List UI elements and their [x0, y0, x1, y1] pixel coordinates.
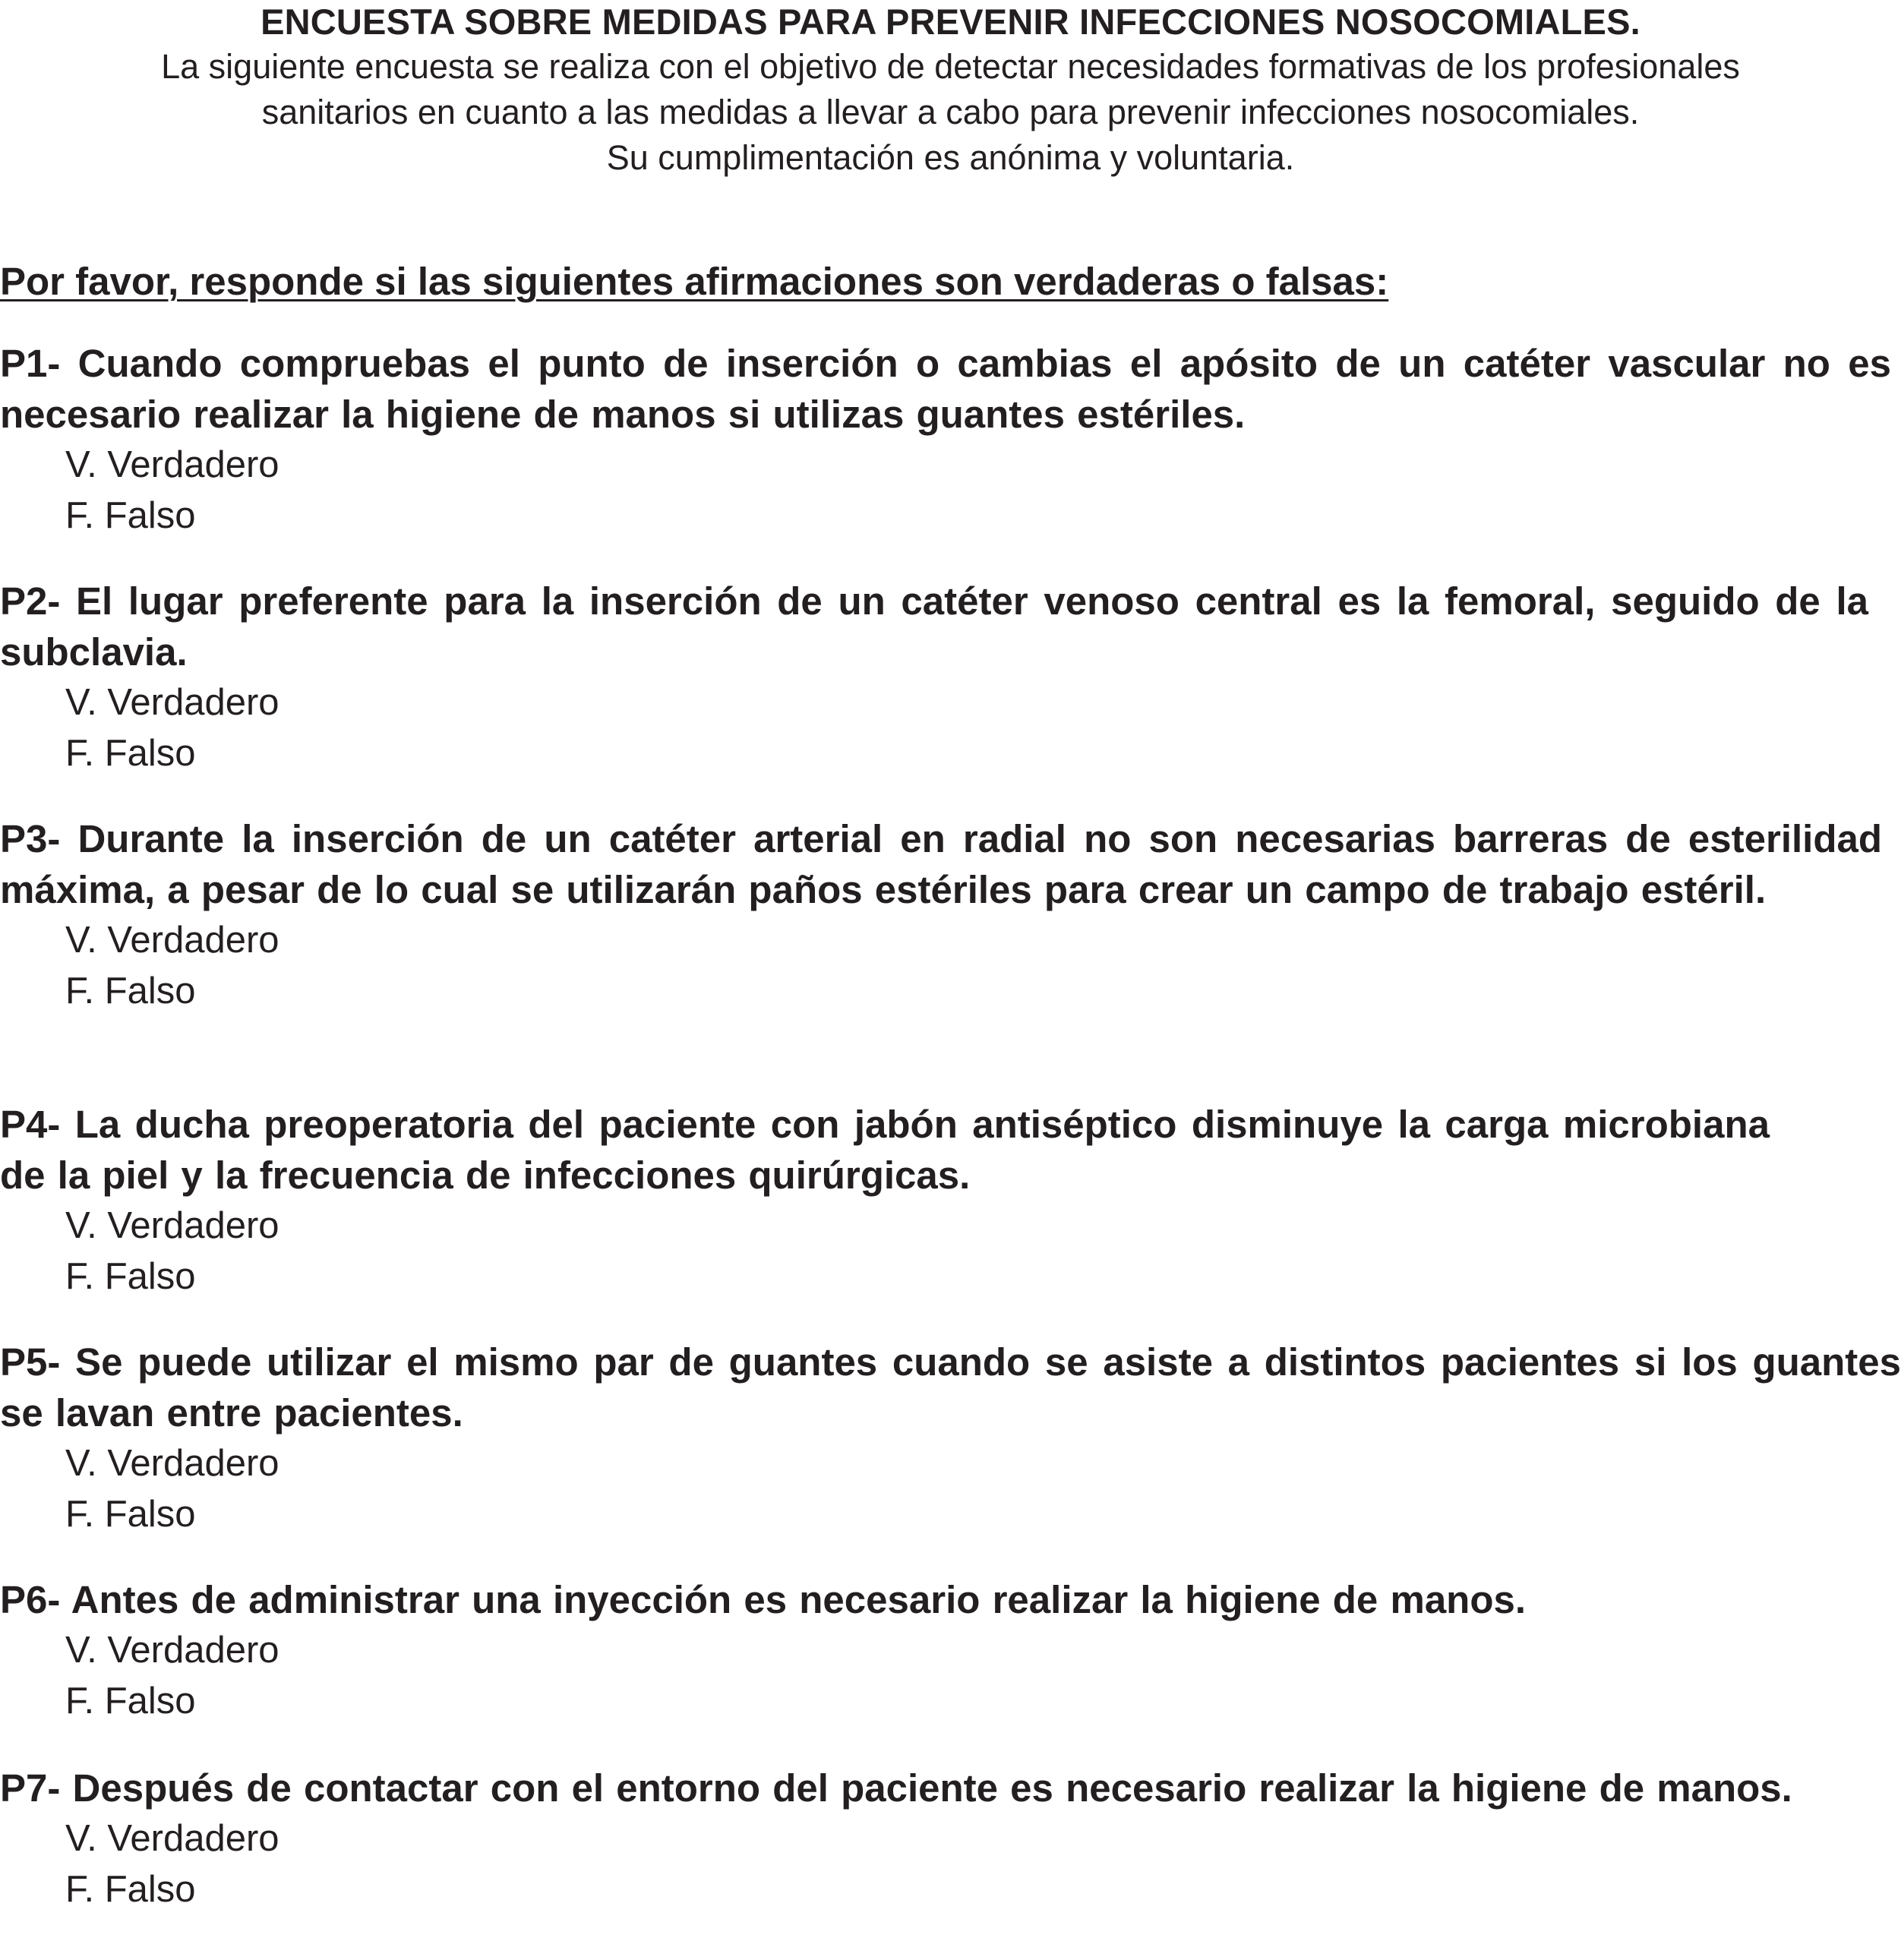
question-p5 — [0, 1337, 1901, 1540]
question-text: P7- Después de contactar con el entorno del paciente es necesario realizar la higiene de manos. — [0, 1766, 1792, 1810]
question-p6 — [0, 1574, 1901, 1727]
instruction-text: Por favor, responde si las siguientes afirmaciones son verdaderas o falsas: — [0, 260, 1389, 303]
option-falso[interactable]: F. Falso — [65, 733, 196, 774]
option-falso[interactable]: F. Falso — [65, 971, 196, 1012]
question-text: P3- Durante la inserción de un catéter arterial en radial no son necesarias barreras de esterilidad máxima, a pesar de lo cual se utilizarán paños estériles para crear un campo de trabajo estéril. — [0, 817, 1882, 911]
option-verdadero[interactable]: V. Verdadero — [65, 1630, 279, 1671]
intro-line-3: Su cumplimentación es anónima y voluntaria. — [606, 138, 1295, 177]
question-text: P1- Cuando compruebas el punto de inserción o cambias el apósito de un catéter vascular no es necesario realizar la higiene de manos si utilizas guantes estériles. — [0, 342, 1891, 436]
question-p3 — [0, 813, 1901, 1017]
intro-line-2: sanitarios en cuanto a las medidas a llevar a cabo para prevenir infecciones nosocomiales. — [261, 93, 1640, 131]
question-text: P4- La ducha preoperatoria del paciente con jabón antiséptico disminuye la carga microbiana de la piel y la frecuencia de infecciones quirúrgicas. — [0, 1103, 1770, 1197]
option-falso[interactable]: F. Falso — [65, 1869, 196, 1910]
question-p1 — [0, 338, 1901, 541]
option-verdadero[interactable]: V. Verdadero — [65, 1818, 279, 1859]
option-verdadero[interactable]: V. Verdadero — [65, 920, 279, 961]
question-p7 — [0, 1763, 1901, 1915]
option-falso[interactable]: F. Falso — [65, 1256, 196, 1297]
question-text: P6- Antes de administrar una inyección es necesario realizar la higiene de manos. — [0, 1578, 1527, 1621]
question-text: P5- Se puede utilizar el mismo par de guantes cuando se asiste a distintos pacientes si los guantes se lavan entre pacientes. — [0, 1340, 1901, 1434]
intro-line-1: La siguiente encuesta se realiza con el objetivo de detectar necesidades formativas de los profesionales — [161, 47, 1740, 86]
document-title: ENCUESTA SOBRE MEDIDAS PARA PREVENIR INFECCIONES NOSOCOMIALES. — [261, 2, 1640, 42]
option-verdadero[interactable]: V. Verdadero — [65, 1443, 279, 1484]
option-falso[interactable]: F. Falso — [65, 495, 196, 536]
option-falso[interactable]: F. Falso — [65, 1494, 196, 1535]
question-text: P2- El lugar preferente para la inserción de un catéter venoso central es la femoral, seguido de la subclavia. — [0, 579, 1868, 674]
question-p4 — [0, 1099, 1901, 1302]
option-falso[interactable]: F. Falso — [65, 1681, 196, 1722]
survey-header — [0, 0, 1901, 181]
option-verdadero[interactable]: V. Verdadero — [65, 444, 279, 485]
option-verdadero[interactable]: V. Verdadero — [65, 1205, 279, 1246]
option-verdadero[interactable]: V. Verdadero — [65, 682, 279, 723]
question-p2 — [0, 576, 1901, 779]
